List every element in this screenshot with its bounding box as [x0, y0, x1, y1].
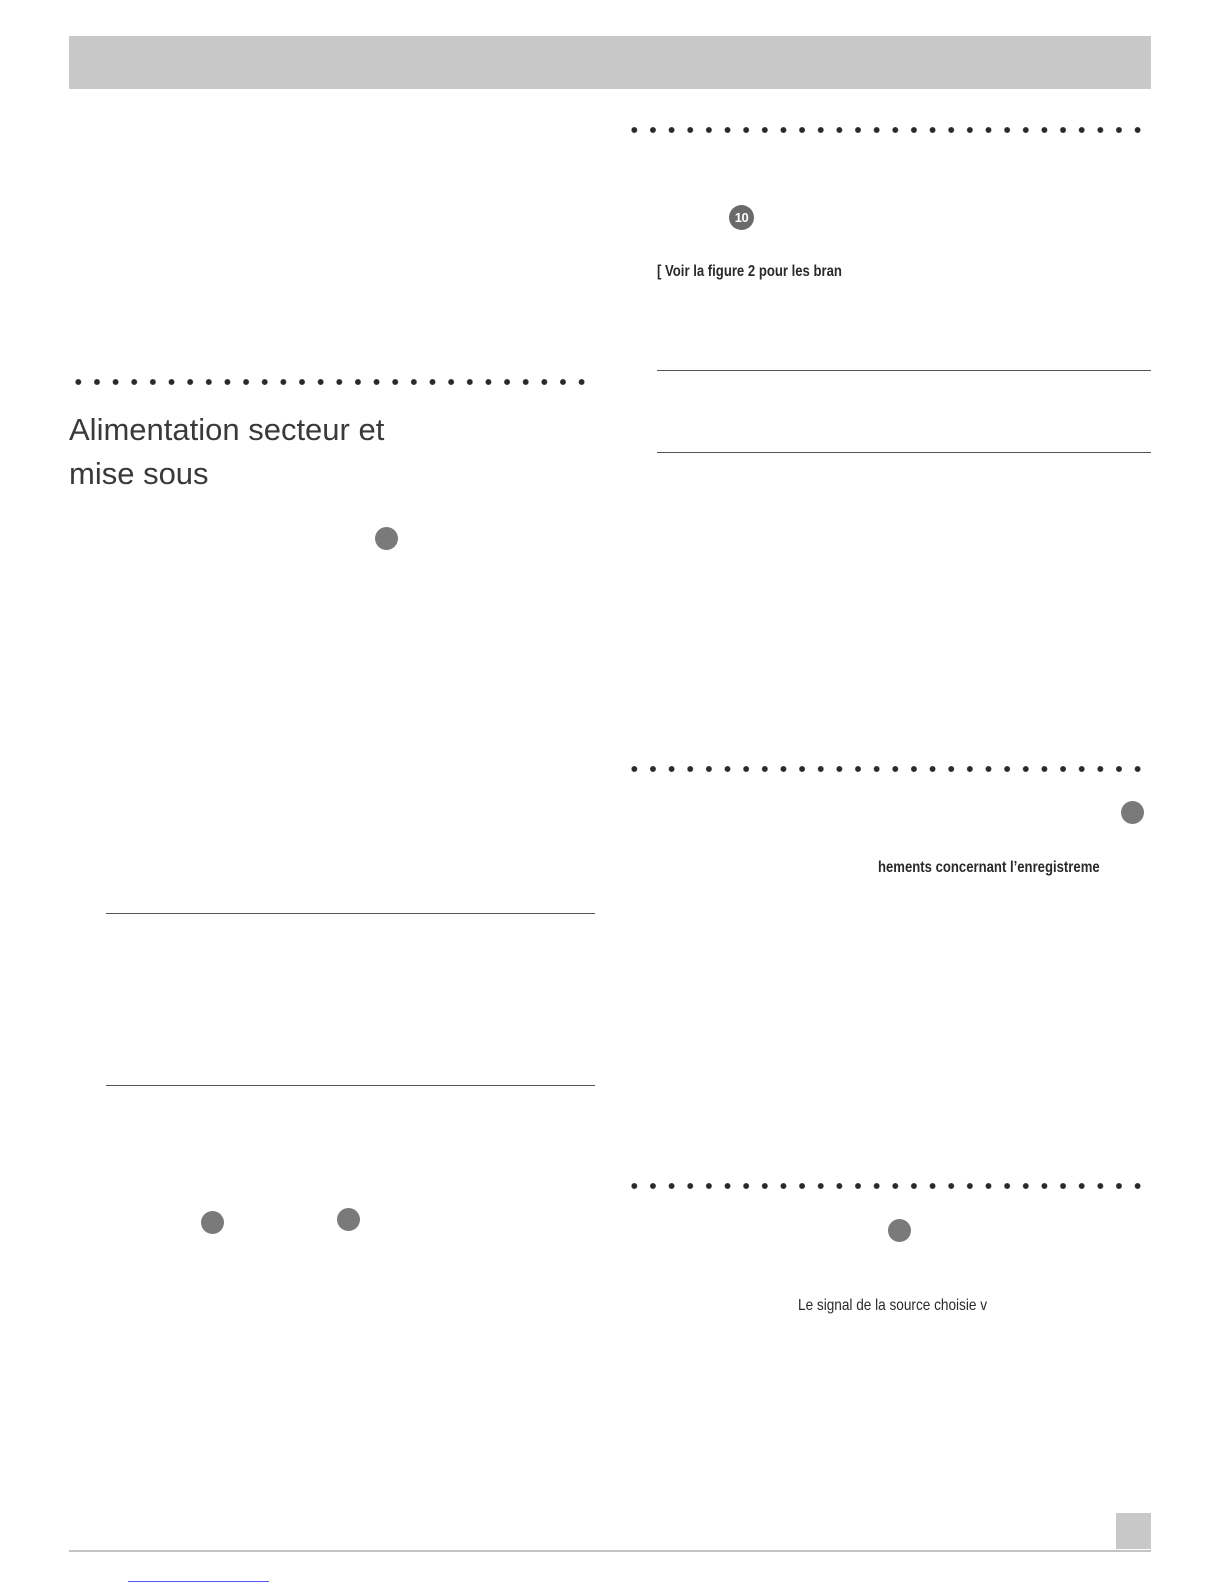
page-number-box	[1116, 1513, 1151, 1549]
callout-badge-icon	[1121, 801, 1144, 824]
section-title	[69, 408, 384, 496]
callout-badge-icon	[201, 1211, 224, 1234]
callout-badge-icon	[337, 1208, 360, 1231]
note-rule-bottom	[106, 1085, 595, 1086]
callout-badge-icon	[375, 527, 398, 550]
header-bar	[69, 36, 1151, 89]
link-underline[interactable]	[128, 1581, 269, 1582]
section-divider-dots	[69, 377, 595, 387]
note-rule-bottom	[657, 452, 1151, 453]
section-title-line-2: mise sous	[69, 456, 209, 491]
number-badge-icon: 10	[729, 205, 754, 230]
figure-reference-note: [ Voir la figure 2 pour les bran	[657, 263, 842, 280]
footer-rule	[69, 1550, 1151, 1552]
section-title-line-1: Alimentation secteur et	[69, 412, 385, 447]
section-divider-dots	[625, 764, 1151, 774]
callout-badge-icon	[888, 1219, 911, 1242]
section-divider-dots	[625, 125, 1151, 135]
recording-note: hements concernant l’enregistreme	[878, 859, 1100, 876]
signal-text: Le signal de la source choisie v	[798, 1297, 988, 1314]
section-divider-dots	[625, 1181, 1151, 1191]
note-rule-top	[106, 913, 595, 914]
note-rule-top	[657, 370, 1151, 371]
